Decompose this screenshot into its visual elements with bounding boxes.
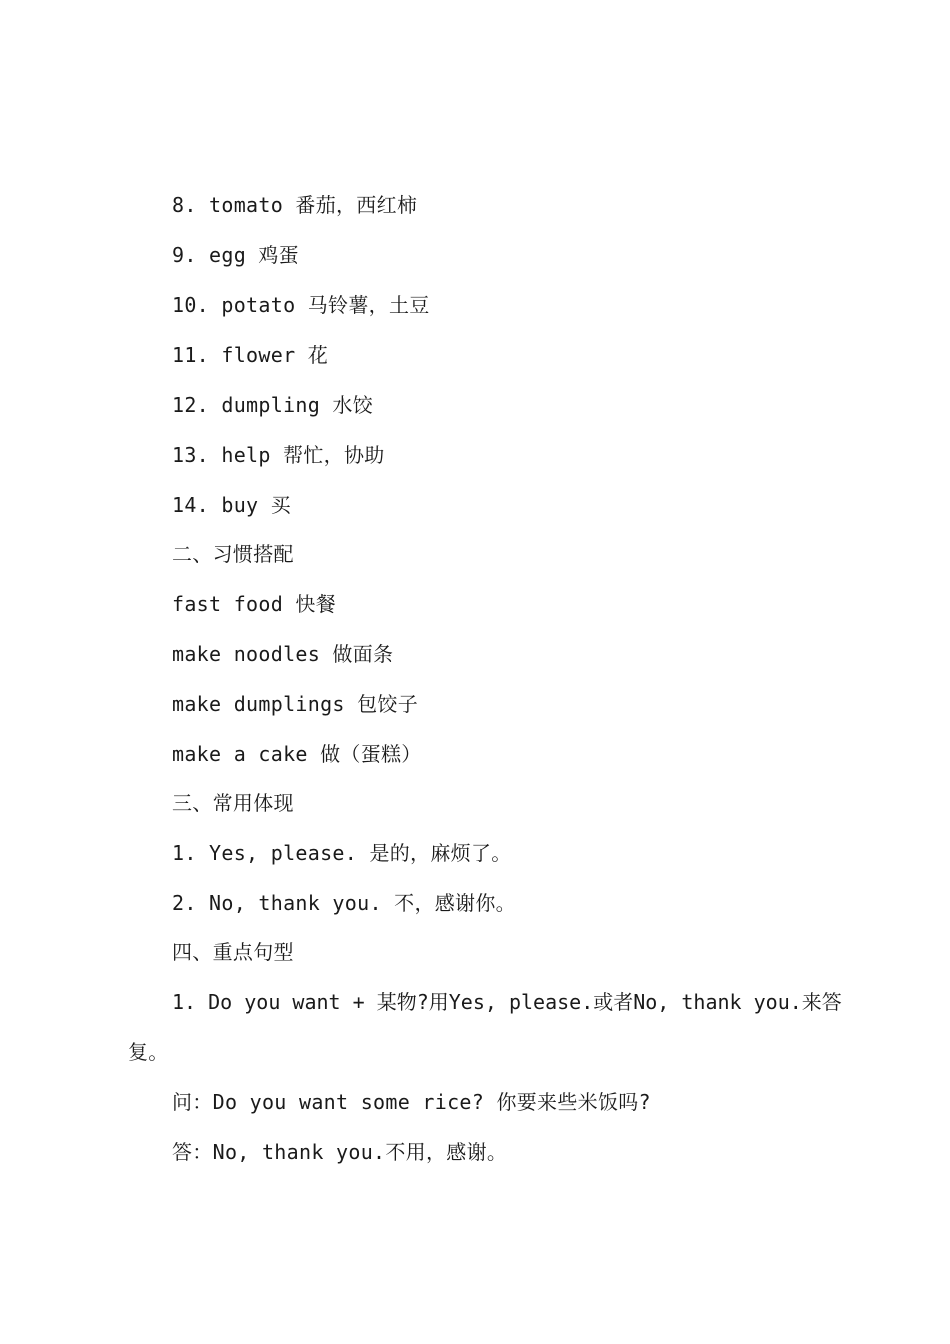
vocab-item-flower: 11. flower 花 xyxy=(172,343,329,367)
collocation-item: fast food 快餐 xyxy=(172,592,337,616)
vocab-item-dumpling: 12. dumpling 水饺 xyxy=(172,393,374,417)
section-heading-expressions: 三、常用体现 xyxy=(172,791,294,815)
expression-item: 2. No, thank you. 不，感谢你。 xyxy=(172,891,516,915)
vocab-item-buy: 14. buy 买 xyxy=(172,493,292,517)
collocation-item: make noodles 做面条 xyxy=(172,642,394,666)
section-heading-key-sentences: 四、重点句型 xyxy=(172,940,294,964)
dialogue-answer: 答：No, thank you.不用，感谢。 xyxy=(172,1140,508,1164)
expression-item: 1. Yes, please. 是的，麻烦了。 xyxy=(172,841,512,865)
vocab-item-tomato: 8. tomato 番茄，西红柿 xyxy=(172,193,418,217)
dialogue-question: 问：Do you want some rice? 你要来些米饭吗? xyxy=(172,1090,651,1114)
key-sentence-point-1: 1. Do you want + 某物?用Yes, please.或者No, thank you.来答 xyxy=(172,990,842,1014)
vocab-item-help: 13. help 帮忙，协助 xyxy=(172,443,385,467)
vocab-item-egg: 9. egg 鸡蛋 xyxy=(172,243,299,267)
section-heading-collocations: 二、习惯搭配 xyxy=(172,542,294,566)
vocab-item-potato: 10. potato 马铃薯，土豆 xyxy=(172,293,430,317)
key-sentence-point-1-continued: 复。 xyxy=(128,1040,169,1064)
collocation-item: make a cake 做（蛋糕） xyxy=(172,742,422,766)
collocation-item: make dumplings 包饺子 xyxy=(172,692,419,716)
